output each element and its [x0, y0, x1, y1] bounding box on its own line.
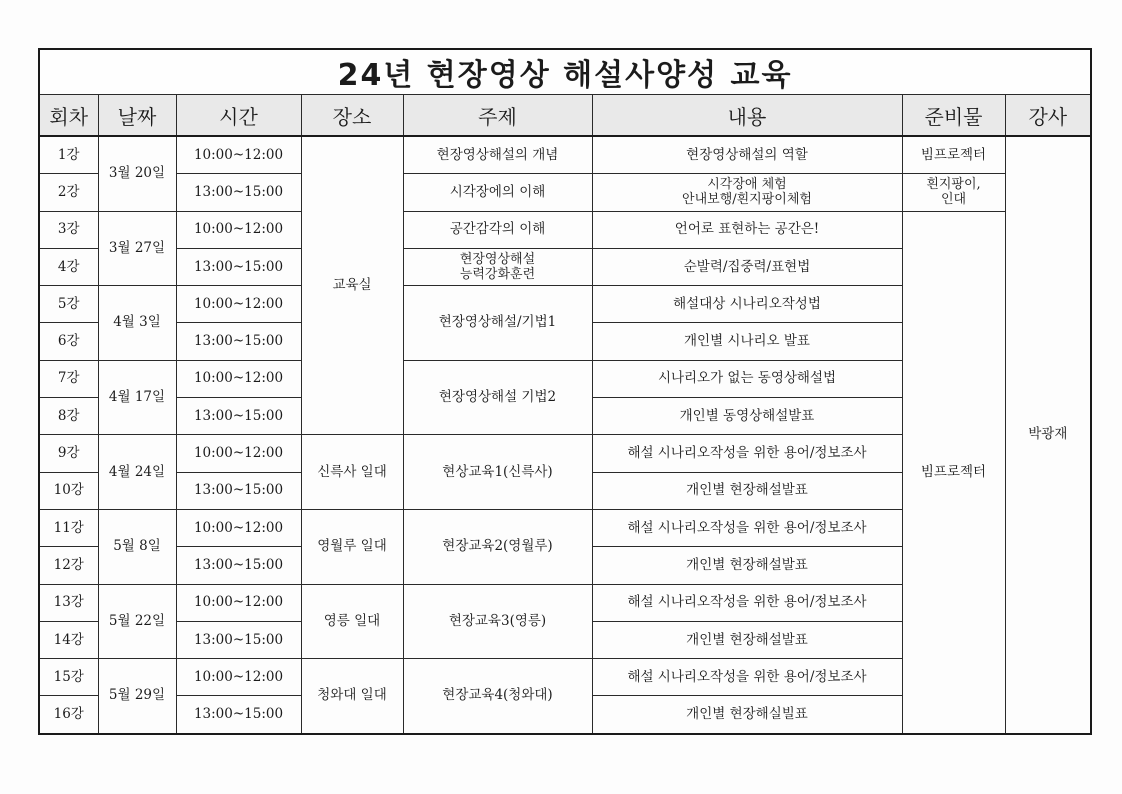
date-cell: 5월 29일 — [98, 659, 176, 734]
header-place: 장소 — [301, 95, 403, 137]
topic-cell: 현장교육4(청와대) — [403, 659, 592, 734]
time-cell: 10:00~12:00 — [176, 211, 301, 248]
date-cell: 4월 24일 — [98, 435, 176, 510]
session-cell: 1강 — [39, 136, 98, 174]
content-cell: 해설 시나리오작성을 위한 용어/정보조사 — [592, 584, 902, 621]
topic-cell: 현장교육2(영월루) — [403, 509, 592, 584]
header-materials: 준비물 — [902, 95, 1005, 137]
session-cell: 3강 — [39, 211, 98, 248]
date-cell: 3월 27일 — [98, 211, 176, 286]
materials-cell: 빔프로젝터 — [902, 136, 1005, 174]
time-cell: 13:00~15:00 — [176, 547, 301, 584]
session-cell: 15강 — [39, 659, 98, 696]
session-cell: 4강 — [39, 248, 98, 285]
topic-cell: 시각장에의 이해 — [403, 174, 592, 211]
time-cell: 13:00~15:00 — [176, 472, 301, 509]
content-cell: 시나리오가 없는 동영상해설법 — [592, 360, 902, 397]
content-cell: 개인별 현장해설발표 — [592, 621, 902, 658]
place-cell: 교육실 — [301, 136, 403, 435]
content-cell: 해설 시나리오작성을 위한 용어/정보조사 — [592, 509, 902, 546]
time-cell: 10:00~12:00 — [176, 286, 301, 323]
time-cell: 13:00~15:00 — [176, 174, 301, 211]
time-cell: 10:00~12:00 — [176, 584, 301, 621]
table-row — [39, 211, 1091, 248]
session-cell: 16강 — [39, 696, 98, 734]
session-cell: 9강 — [39, 435, 98, 472]
topic-cell: 현장영상해설의 개념 — [403, 136, 592, 174]
session-cell: 7강 — [39, 360, 98, 397]
table-row — [39, 174, 1091, 211]
time-cell: 10:00~12:00 — [176, 659, 301, 696]
header-topic: 주제 — [403, 95, 592, 137]
topic-cell: 현상교육1(신륵사) — [403, 435, 592, 510]
topic-cell: 공간감각의 이해 — [403, 211, 592, 248]
session-cell: 13강 — [39, 584, 98, 621]
content-cell: 개인별 현장해설발표 — [592, 547, 902, 584]
time-cell: 10:00~12:00 — [176, 360, 301, 397]
header-row — [39, 95, 1091, 137]
instructor-cell: 박광재 — [1005, 136, 1091, 734]
content-cell: 개인별 시나리오 발표 — [592, 323, 902, 360]
place-cell: 신륵사 일대 — [301, 435, 403, 510]
session-cell: 8강 — [39, 398, 98, 435]
place-cell: 영월루 일대 — [301, 509, 403, 584]
topic-cell: 현장영상해설/기법1 — [403, 286, 592, 361]
content-cell — [592, 174, 902, 211]
materials-line: 인대 — [940, 192, 967, 208]
date-cell: 4월 3일 — [98, 286, 176, 361]
topic-line: 현장영상해설 — [459, 252, 536, 268]
header-date: 날짜 — [98, 95, 176, 137]
time-cell: 13:00~15:00 — [176, 696, 301, 734]
session-cell: 12강 — [39, 547, 98, 584]
content-line: 시각장애 체험 — [707, 177, 787, 193]
session-cell: 14강 — [39, 621, 98, 658]
content-cell: 현장영상해설의 역할 — [592, 136, 902, 174]
time-cell: 10:00~12:00 — [176, 509, 301, 546]
topic-cell: 현장교육3(영릉) — [403, 584, 592, 659]
materials-cell: 빔프로젝터 — [902, 211, 1005, 734]
header-content: 내용 — [592, 95, 902, 137]
time-cell: 13:00~15:00 — [176, 323, 301, 360]
header-time: 시간 — [176, 95, 301, 137]
session-cell: 11강 — [39, 509, 98, 546]
topic-cell — [403, 248, 592, 285]
place-cell: 청와대 일대 — [301, 659, 403, 734]
content-cell: 개인별 동영상해설발표 — [592, 398, 902, 435]
content-cell: 해설대상 시나리오작성법 — [592, 286, 902, 323]
date-cell: 5월 8일 — [98, 509, 176, 584]
materials-cell — [902, 174, 1005, 211]
session-cell: 6강 — [39, 323, 98, 360]
header-session: 회차 — [39, 95, 98, 137]
header-instructor: 강사 — [1005, 95, 1091, 137]
table-row — [39, 136, 1091, 174]
content-cell: 개인별 현장해실빌표 — [592, 696, 902, 734]
session-cell: 5강 — [39, 286, 98, 323]
time-cell: 13:00~15:00 — [176, 248, 301, 285]
content-cell: 해설 시나리오작성을 위한 용어/정보조사 — [592, 659, 902, 696]
date-cell: 5월 22일 — [98, 584, 176, 659]
page-title: 24년 현장영상 해설사양성 교육 — [39, 49, 1091, 95]
session-cell: 10강 — [39, 472, 98, 509]
date-cell: 4월 17일 — [98, 360, 176, 435]
topic-line: 능력강화훈련 — [459, 267, 536, 283]
schedule-table — [38, 48, 1092, 735]
content-cell: 해설 시나리오작성을 위한 용어/정보조사 — [592, 435, 902, 472]
place-cell: 영릉 일대 — [301, 584, 403, 659]
content-line: 안내보행/흰지팡이체험 — [682, 192, 812, 208]
time-cell: 13:00~15:00 — [176, 621, 301, 658]
materials-line: 흰지팡이, — [926, 177, 981, 193]
session-cell: 2강 — [39, 174, 98, 211]
content-cell: 개인별 현장해설발표 — [592, 472, 902, 509]
topic-cell: 현장영상해설 기법2 — [403, 360, 592, 435]
date-cell: 3월 20일 — [98, 136, 176, 211]
content-cell: 언어로 표현하는 공간은! — [592, 211, 902, 248]
time-cell: 10:00~12:00 — [176, 435, 301, 472]
content-cell: 순발력/집중력/표현법 — [592, 248, 902, 285]
time-cell: 10:00~12:00 — [176, 136, 301, 174]
time-cell: 13:00~15:00 — [176, 398, 301, 435]
